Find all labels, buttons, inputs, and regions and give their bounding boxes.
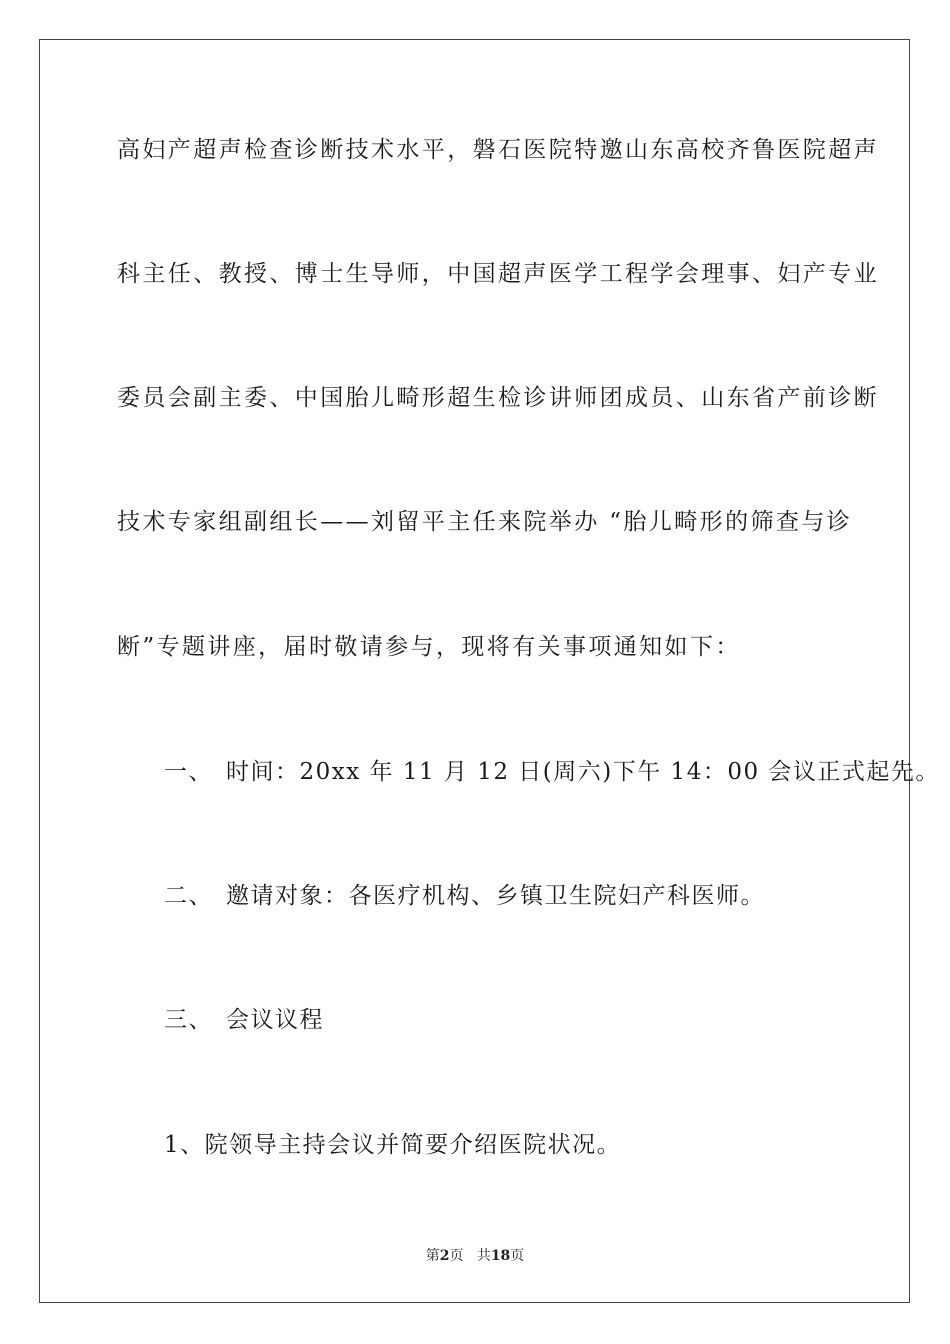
total-suffix: 页 — [510, 1248, 525, 1264]
list-item-agenda — [164, 1005, 324, 1035]
page-prefix: 第 — [425, 1248, 440, 1264]
total-pages: 18 — [490, 1248, 511, 1264]
list-item-text: 邀请对象：各医疗机构、乡镇卫生院妇产科医师。 — [226, 883, 765, 909]
list-item-number: 一、 — [164, 759, 213, 785]
page-border — [39, 39, 910, 1303]
paragraph-line: 技术专家组副组长——刘留平主任来院举办 “胎儿畸形的筛查与诊 — [117, 509, 853, 535]
paragraph-line: 高妇产超声检查诊断技术水平，磐石医院特邀山东高校齐鲁医院超声 — [117, 137, 879, 163]
list-item-text: 时间：20xx 年 11 月 12 日(周六)下午 14：00 会议正式起先。 — [226, 759, 940, 785]
list-item-invitees — [164, 881, 765, 911]
page-number: 2 — [439, 1248, 450, 1264]
total-prefix: 共 — [476, 1248, 491, 1264]
list-item-number: 三、 — [164, 1007, 213, 1033]
page-suffix: 页 — [449, 1248, 464, 1264]
paragraph-line: 断”专题讲座，届时敬请参与，现将有关事项通知如下： — [117, 634, 741, 660]
list-item-number: 二、 — [164, 883, 213, 909]
agenda-item: 1、院领导主持会议并简要介绍医院状况。 — [164, 1132, 622, 1158]
paragraph-line: 科主任、教授、博士生导师，中国超声医学工程学会理事、妇产专业 — [117, 261, 879, 287]
page-footer — [0, 1247, 950, 1265]
list-item-time — [164, 757, 940, 787]
paragraph-line: 委员会副主委、中国胎儿畸形超生检诊讲师团成员、山东省产前诊断 — [117, 385, 879, 411]
list-item-text: 会议议程 — [226, 1007, 324, 1033]
